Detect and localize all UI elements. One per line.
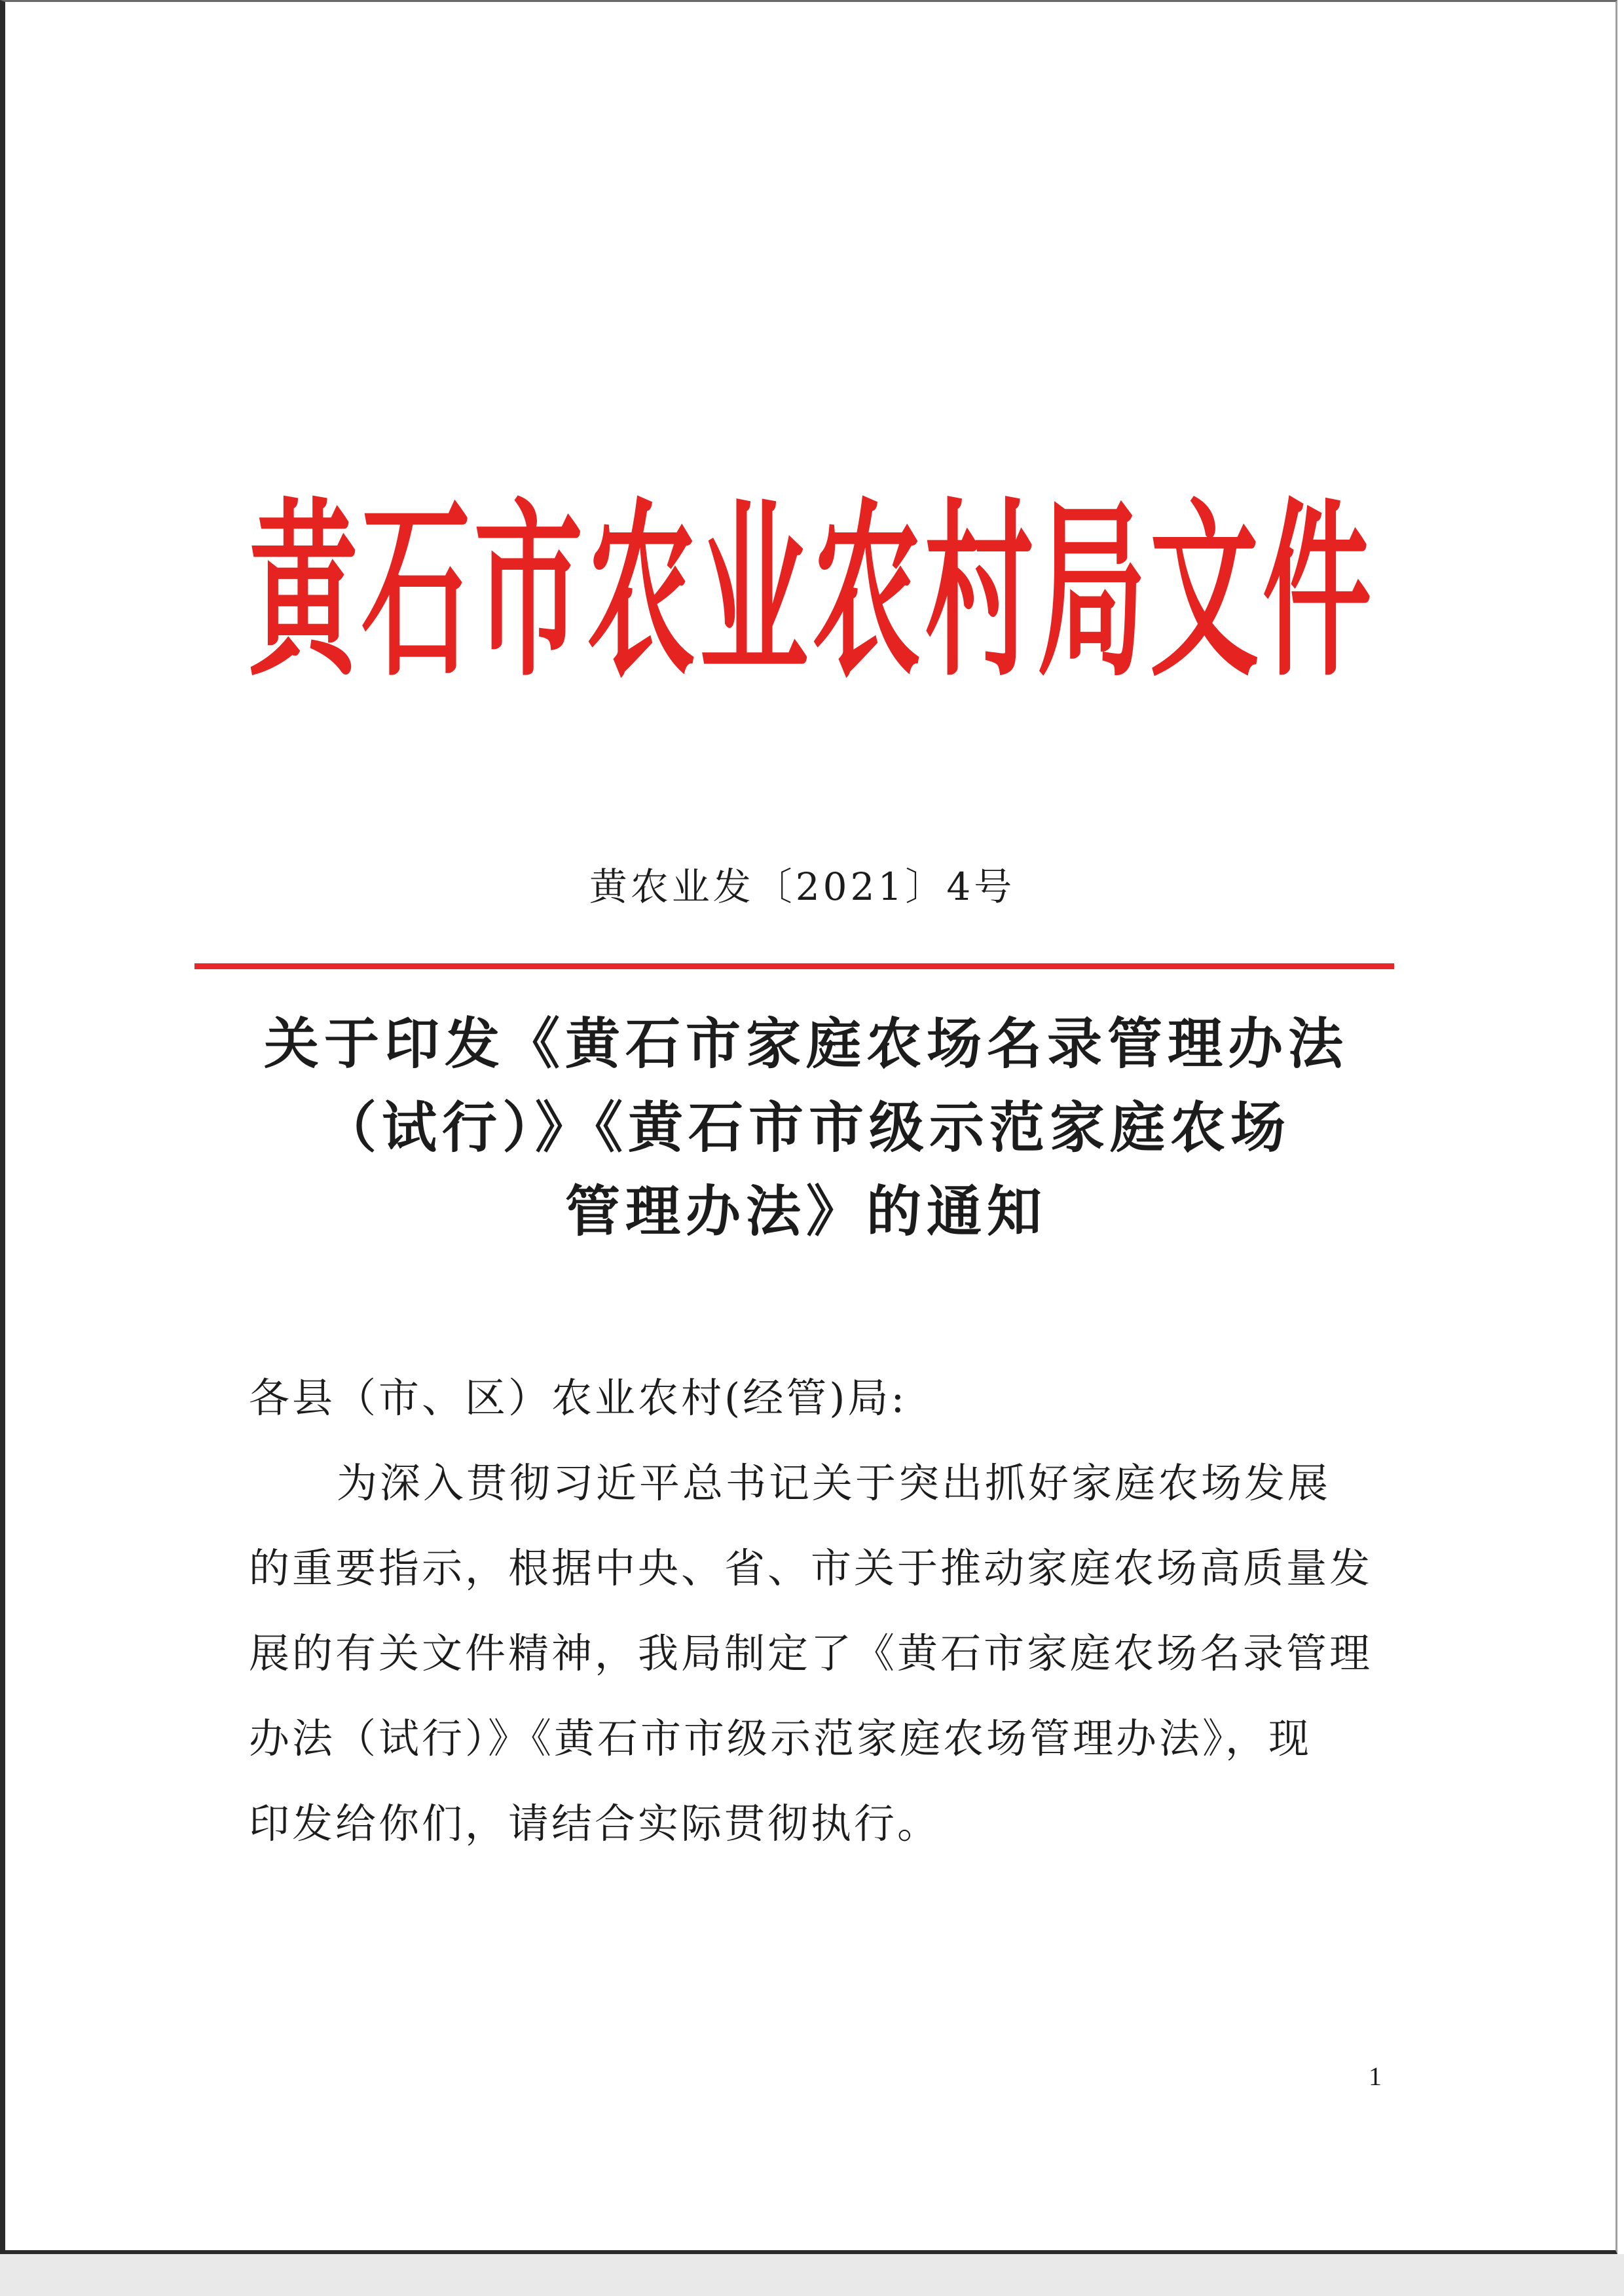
paragraph-line: 展的有关文件精神，我局制定了《黄石市家庭农场名录管理 xyxy=(249,1629,1373,1677)
salutation: 各县（市、区）农业农村(经管)局: xyxy=(249,1374,908,1422)
notice-title xyxy=(0,1002,1612,1253)
red-separator-line xyxy=(194,963,1394,969)
notice-title-line: （试行）》《黄石市市级示范家庭农场 xyxy=(321,1095,1291,1160)
notice-title-line: 管理办法》的通知 xyxy=(564,1179,1047,1244)
issuing-authority-header: 黄石市农业农村局文件 xyxy=(249,480,1375,703)
notice-title-line: 关于印发《黄石市家庭农场名录管理办法 xyxy=(263,1011,1348,1076)
notice-body xyxy=(249,1356,1401,1866)
document-number: 黄农业发〔2021〕4号 xyxy=(589,864,1016,909)
paragraph-line: 办法（试行）》《黄石市市级示范家庭农场管理办法》，现 xyxy=(249,1714,1312,1762)
paragraph-line: 的重要指示，根据中央、省、市关于推动家庭农场高质量发 xyxy=(249,1544,1373,1592)
paragraph-line: 为深入贯彻习近平总书记关于突出抓好家庭农场发展 xyxy=(337,1459,1331,1507)
page-number: 1 xyxy=(1369,2062,1382,2091)
paragraph-line: 印发给你们，请结合实际贯彻执行。 xyxy=(249,1800,941,1847)
